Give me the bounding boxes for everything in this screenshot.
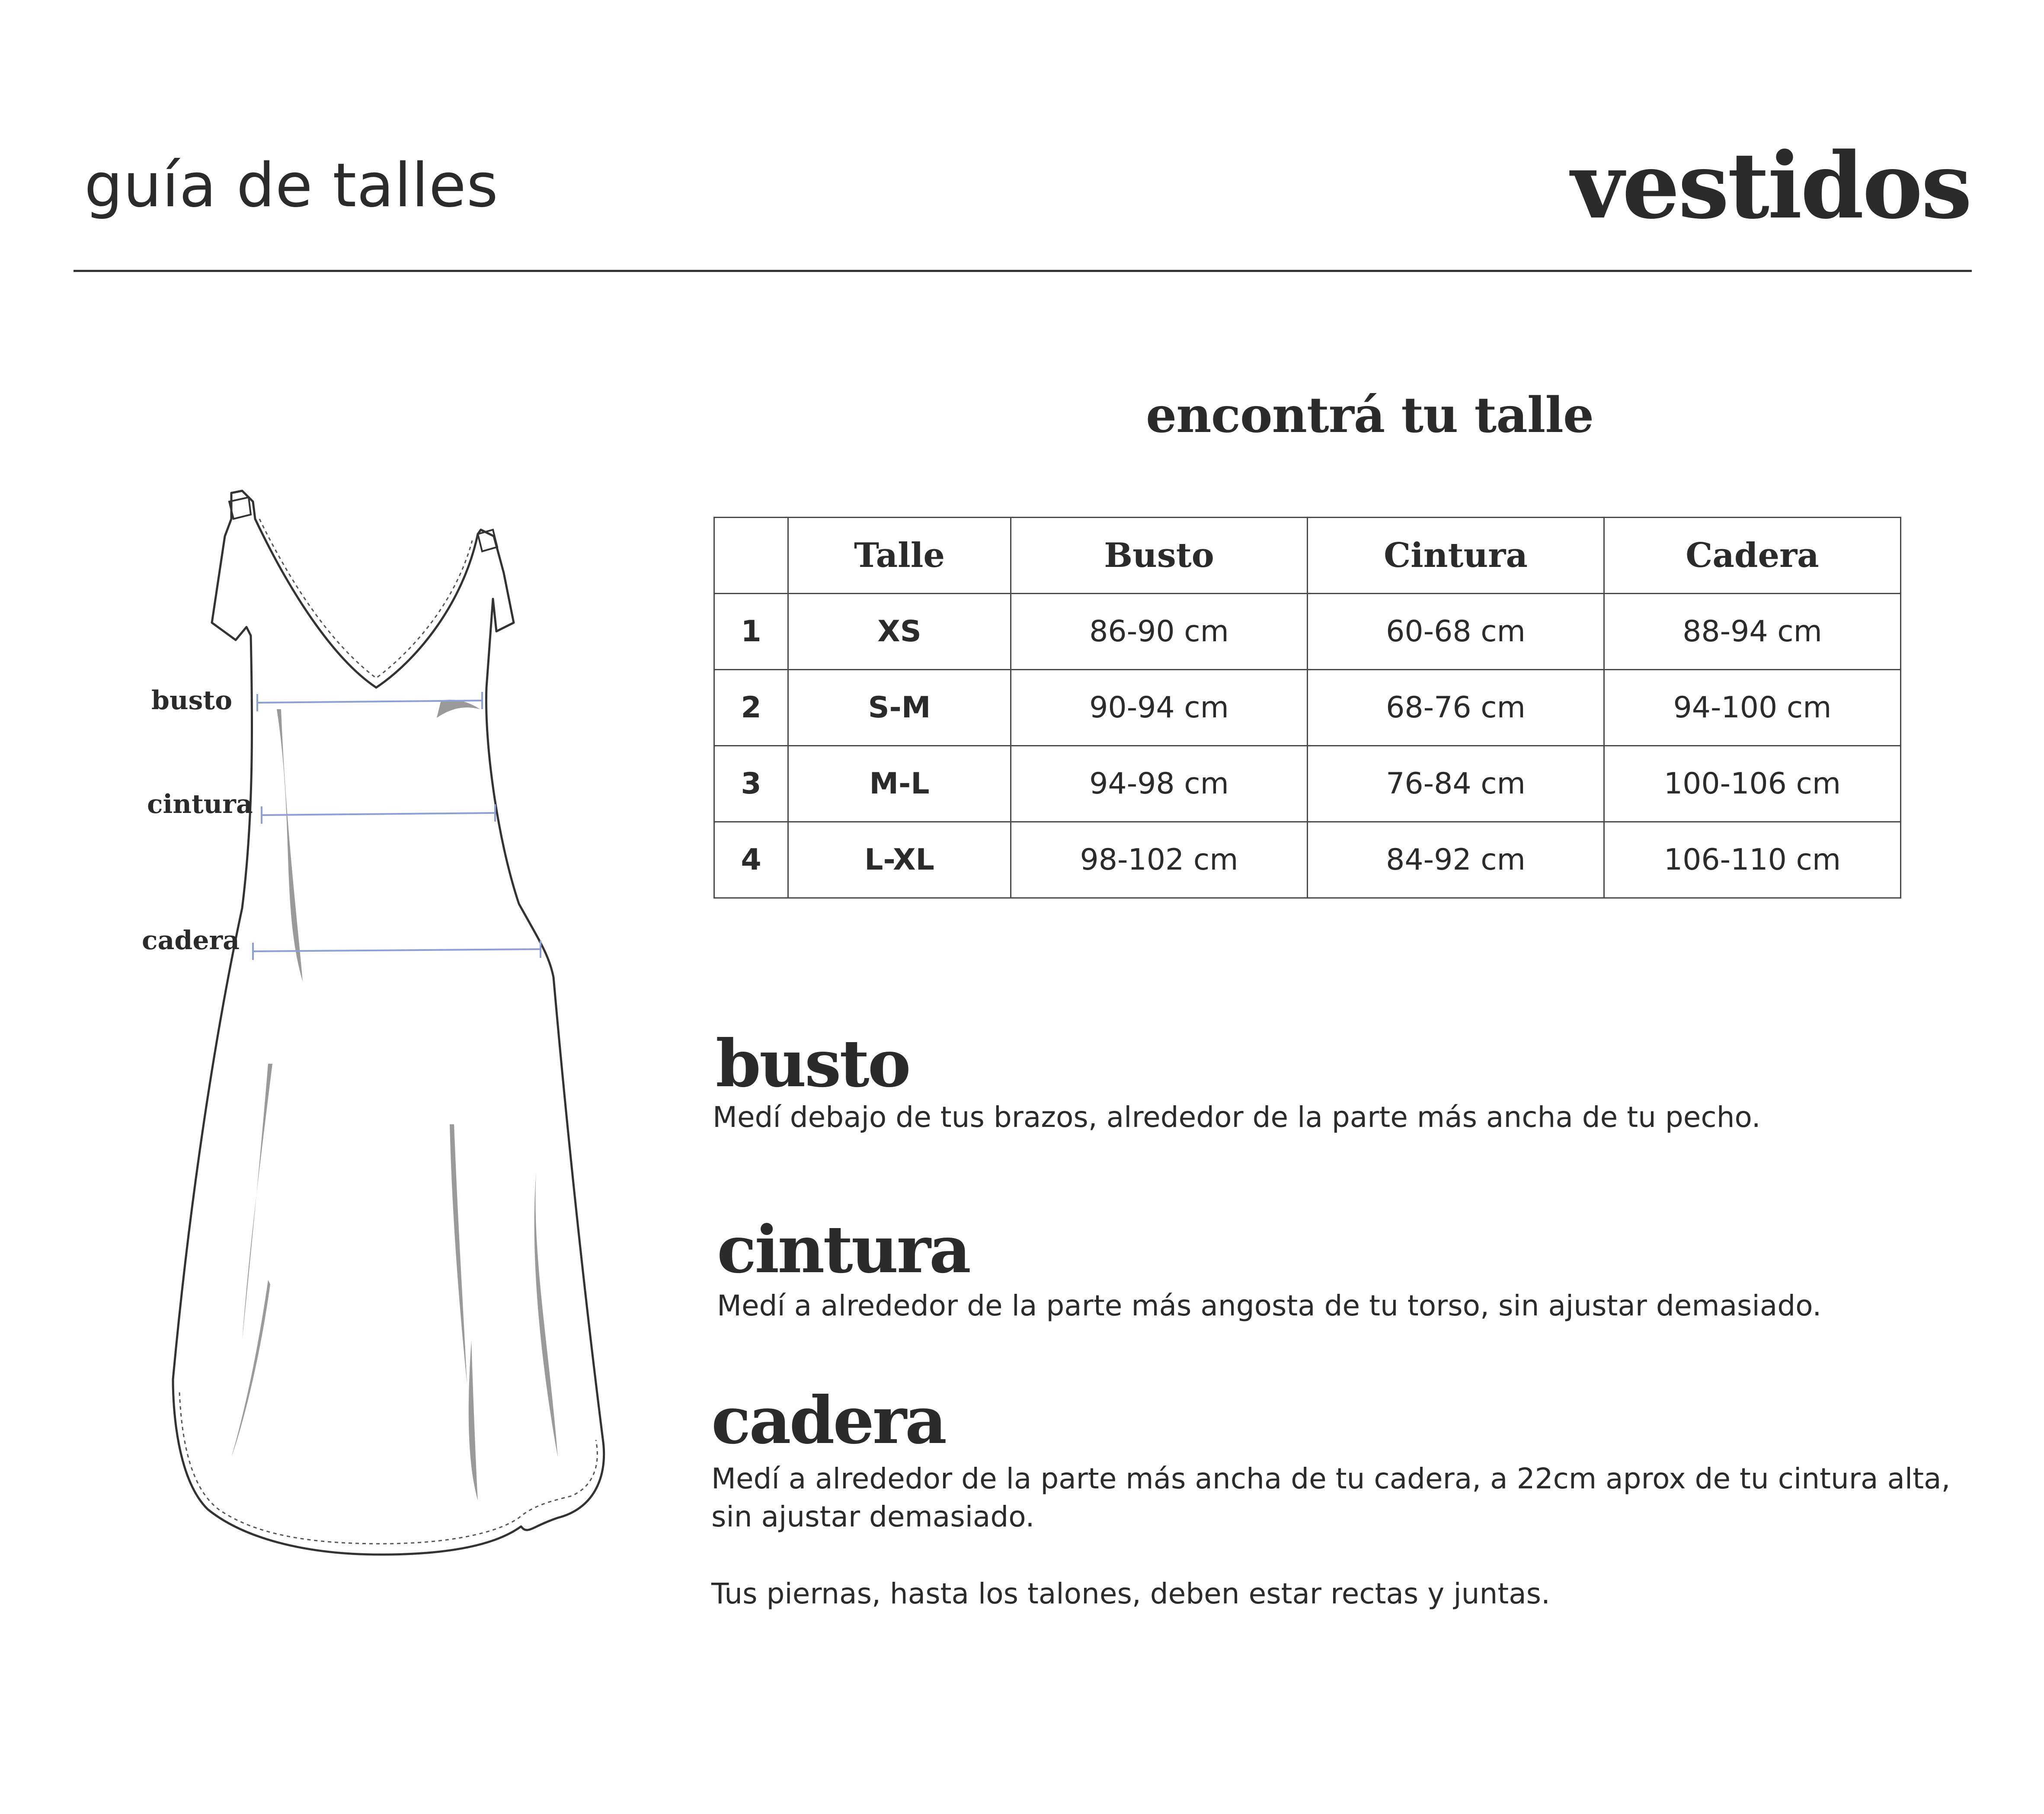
table-row (714, 670, 1901, 746)
cadera-description-line2: sin ajustar demasiado. (711, 1500, 1035, 1533)
size-cell: S-M (788, 670, 1011, 746)
cintura-cell: 76-84 cm (1308, 746, 1604, 822)
size-table (713, 517, 1901, 899)
dress-outline (173, 491, 604, 1555)
column-header-cadera: Cadera (1604, 518, 1901, 594)
neckline-stitch (259, 519, 472, 678)
row-index: 4 (714, 822, 788, 898)
busto-cell: 94-98 cm (1011, 746, 1308, 822)
guide-title: guía de talles (84, 150, 499, 221)
size-cell: M-L (788, 746, 1011, 822)
table-row (714, 746, 1901, 822)
row-index: 3 (714, 746, 788, 822)
size-cell: L-XL (788, 822, 1011, 898)
diagram-label-cadera: cadera (142, 925, 240, 956)
cadera-cell: 94-100 cm (1604, 670, 1901, 746)
busto-heading: busto (716, 1026, 909, 1102)
cintura-measure-line (262, 813, 495, 815)
dress-illustration (0, 0, 649, 1600)
diagram-label-busto: busto (151, 685, 233, 716)
table-row (714, 594, 1901, 670)
busto-description: Medí debajo de tus brazos, alrededor de la parte más ancha de tu pecho. (713, 1101, 1761, 1134)
row-index: 2 (714, 670, 788, 746)
cadera-cell: 106-110 cm (1604, 822, 1901, 898)
size-cell: XS (788, 594, 1011, 670)
table-row (714, 822, 1901, 898)
cadera-cell: 88-94 cm (1604, 594, 1901, 670)
product-title: vestidos (1571, 132, 1970, 239)
busto-cell: 98-102 cm (1011, 822, 1308, 898)
cintura-heading: cintura (717, 1212, 969, 1288)
column-header-talle: Talle (788, 518, 1011, 594)
fold-shade (277, 709, 303, 982)
column-header-busto: Busto (1011, 518, 1308, 594)
column-header-cintura: Cintura (1308, 518, 1604, 594)
cintura-cell: 60-68 cm (1308, 594, 1604, 670)
legs-note: Tus piernas, hasta los talones, deben estar rectas y juntas. (711, 1577, 1551, 1610)
row-index: 1 (714, 594, 788, 670)
cadera-cell: 100-106 cm (1604, 746, 1901, 822)
diagram-label-cintura: cintura (147, 789, 253, 819)
fold-shade (469, 1341, 478, 1500)
hem-stitch (179, 1392, 597, 1544)
column-header (714, 518, 788, 594)
fold-shade (231, 1280, 270, 1457)
fold-shade (437, 700, 480, 718)
busto-cell: 90-94 cm (1011, 670, 1308, 746)
cadera-description-line1: Medí a alrededor de la parte más ancha de tu cadera, a 22cm aprox de tu cintura alta, (711, 1462, 1951, 1495)
cadera-heading: cadera (711, 1382, 946, 1459)
table-header-row (714, 518, 1901, 594)
busto-cell: 86-90 cm (1011, 594, 1308, 670)
cintura-description: Medí a alrededor de la parte más angosta de tu torso, sin ajustar demasiado. (717, 1289, 1822, 1322)
fold-shade (534, 1172, 558, 1457)
fold-shade (450, 1124, 467, 1384)
cintura-cell: 84-92 cm (1308, 822, 1604, 898)
cintura-cell: 68-76 cm (1308, 670, 1604, 746)
find-size-heading: encontrá tu talle (1146, 387, 1594, 444)
